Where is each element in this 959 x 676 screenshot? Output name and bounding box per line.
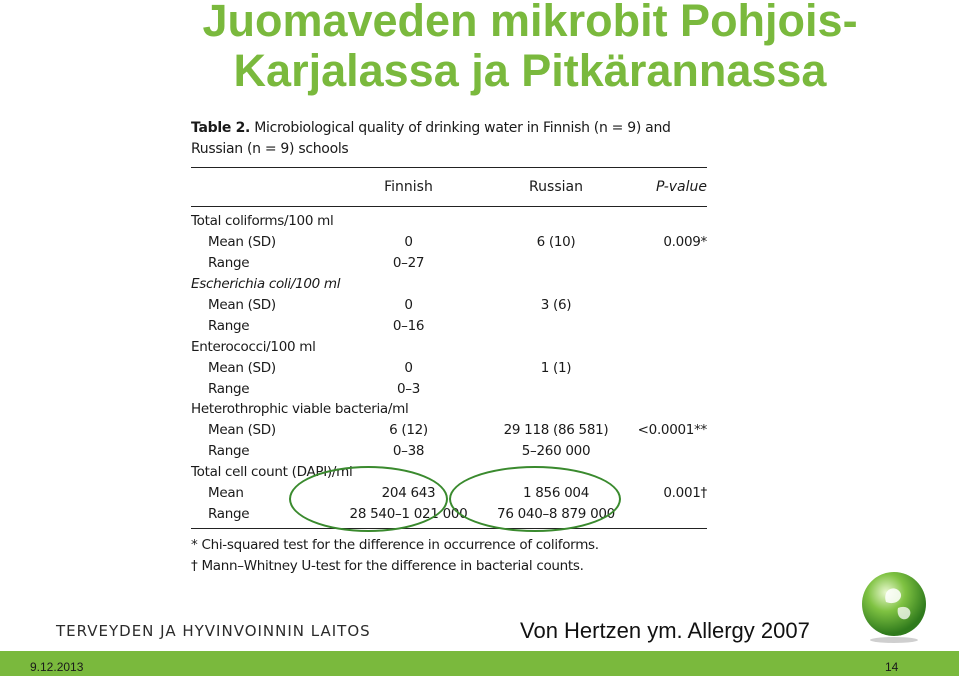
table-header-row: [191, 168, 707, 206]
table-cell: 0: [404, 297, 413, 313]
table-row: [191, 378, 707, 399]
page-number: 14: [885, 660, 899, 674]
table-cell: 5–260 000: [521, 443, 591, 460]
table-footnotes: [191, 529, 707, 577]
footer-bar: [0, 651, 959, 676]
green-leaf-sphere-icon: [856, 568, 932, 644]
slide-title-line-1: Juomaveden mikrobit Pohjois-: [202, 0, 858, 46]
table-cell: Enterococci/100 ml: [191, 338, 316, 355]
table-footnote: * Chi-squared test for the difference in occurrence of coliforms.: [191, 537, 599, 554]
table-header-finnish: Finnish: [384, 179, 433, 195]
table-cell: 0–27: [392, 255, 425, 272]
highlight-ellipse-finnish: [289, 466, 448, 532]
table-cell: 29 118 (86 581): [503, 422, 609, 439]
slide-title: [150, 0, 910, 96]
table-row: [191, 232, 707, 253]
table-header-p-value: P-value: [656, 179, 707, 195]
table-cell: Range: [208, 380, 250, 397]
table-row: [191, 211, 707, 232]
table-row: [191, 441, 707, 462]
table-cell: Mean (SD): [208, 234, 276, 251]
table-cell: Mean: [208, 485, 244, 502]
table-cell: Mean (SD): [208, 422, 276, 439]
table-row: [191, 336, 707, 357]
slide-title-line-2: Karjalassa ja Pitkärannassa: [233, 45, 827, 96]
table-cell: 6 (12): [389, 422, 428, 439]
table-cell: Range: [208, 317, 250, 334]
table-cell: Escherichia coli/100 ml: [191, 276, 341, 293]
citation: Von Hertzen ym. Allergy 2007: [520, 618, 810, 643]
table-row: [191, 420, 707, 441]
table-image: [191, 118, 707, 577]
table-row: [191, 462, 707, 483]
table-cell: 76 040–8 879 000: [497, 505, 615, 522]
table-cell: 0–16: [392, 317, 425, 334]
table-cell: 6 (10): [536, 234, 576, 251]
table-body: [191, 207, 707, 524]
table-cell: Mean (SD): [208, 297, 276, 313]
table-cell: 0: [404, 234, 413, 251]
table-row: [191, 274, 707, 295]
table-row: [191, 503, 707, 524]
table-cell: 0–38: [392, 443, 425, 460]
table-caption-label: Table 2.: [191, 120, 251, 136]
table-cell: 1 856 004: [522, 485, 589, 502]
table-cell: 3 (6): [540, 297, 572, 313]
table-row: [191, 295, 707, 316]
table-cell: 0–3: [396, 380, 421, 397]
table-cell: Range: [208, 443, 250, 460]
slide-date: 9.12.2013: [30, 660, 84, 674]
table-cell: 28 540–1 021 000: [349, 505, 468, 522]
table-cell: Total cell count (DAPI)/ml: [191, 464, 353, 481]
table-caption-text: Microbiological quality of drinking water in Finnish (n = 9) and Russian (n = 9) schools: [191, 120, 671, 157]
table-cell: Range: [208, 505, 250, 522]
table-caption: [191, 118, 707, 160]
table-cell: Total coliforms/100 ml: [191, 213, 334, 230]
table-row: [191, 253, 707, 274]
table-cell: Heterothrophic viable bacteria/ml: [191, 401, 409, 418]
table-row: [191, 357, 707, 378]
table-row: [191, 399, 707, 420]
table-cell: 1 (1): [540, 359, 572, 376]
highlight-ellipse-russian: [449, 466, 621, 532]
table-cell: 204 643: [381, 485, 436, 502]
table-row: [191, 315, 707, 336]
organization-name: TERVEYDEN JA HYVINVOINNIN LAITOS: [56, 622, 371, 640]
table-cell: <0.0001**: [637, 422, 707, 439]
table-cell: 0.001†: [663, 485, 707, 502]
table-cell: Range: [208, 255, 250, 272]
table-header-russian: Russian: [529, 179, 583, 195]
table-cell: 0.009*: [663, 234, 707, 251]
table-cell: Mean (SD): [208, 359, 276, 376]
table-cell: 0: [404, 359, 413, 376]
table-footnote: † Mann–Whitney U-test for the difference in bacterial counts.: [191, 558, 584, 575]
